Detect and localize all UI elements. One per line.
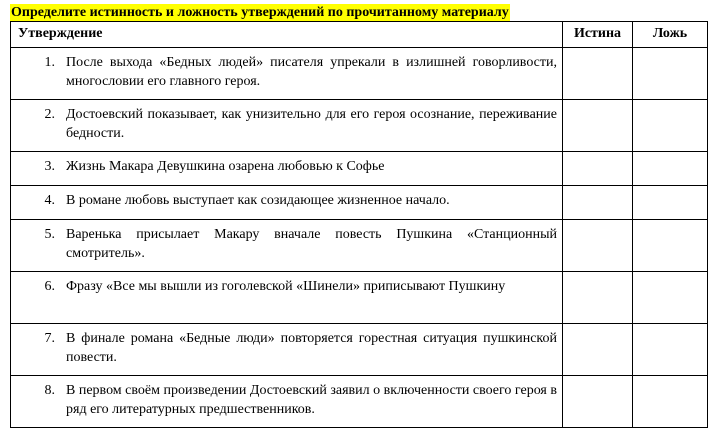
true-answer-cell[interactable]: [563, 324, 633, 376]
statement-number: 6.: [44, 279, 55, 294]
false-answer-cell[interactable]: [633, 376, 708, 428]
statement-cell: [11, 48, 563, 100]
table-row: [11, 324, 708, 376]
table-row: [11, 272, 708, 324]
table-row: [11, 220, 708, 272]
table-row: [11, 48, 708, 100]
statement-cell: [11, 100, 563, 152]
statement-text: В финале романа «Бедные люди» повторяется горестная ситуация пушкинской повести.: [66, 331, 557, 365]
false-answer-cell[interactable]: [633, 48, 708, 100]
true-answer-cell[interactable]: [563, 186, 633, 220]
statement-text: Фразу «Все мы вышли из гоголевской «Шинели» приписывают Пушкину: [66, 279, 506, 294]
statement-number: 1.: [44, 55, 55, 70]
true-answer-cell[interactable]: [563, 220, 633, 272]
table-header-row: [11, 22, 708, 48]
true-answer-cell[interactable]: [563, 152, 633, 186]
statement-text: Достоевский показывает, как унизительно для его героя осознание, переживание бедности.: [66, 107, 557, 141]
statement-cell: [11, 324, 563, 376]
true-answer-cell[interactable]: [563, 100, 633, 152]
page-title: Определите истинность и ложность утверждений по прочитанному материалу: [11, 5, 509, 20]
statement-text: После выхода «Бедных людей» писателя упрекали в излишней говорливости, многословии его главного героя.: [66, 55, 557, 89]
false-answer-cell[interactable]: [633, 186, 708, 220]
statement-text: В романе любовь выступает как созидающее жизненное начало.: [66, 193, 450, 208]
header-statement: Утверждение: [11, 22, 563, 48]
statement-number: 8.: [44, 383, 55, 398]
statement-cell: [11, 272, 563, 324]
table-row: [11, 100, 708, 152]
statement-number: 3.: [44, 159, 55, 174]
table-row: [11, 376, 708, 428]
true-answer-cell[interactable]: [563, 272, 633, 324]
statement-text: Жизнь Макара Девушкина озарена любовью к Софье: [66, 159, 385, 174]
false-answer-cell[interactable]: [633, 272, 708, 324]
statement-number: 5.: [44, 227, 55, 242]
statement-text: Варенька присылает Макару вначале повесть Пушкина «Станционный смотритель».: [66, 227, 557, 261]
table-row: [11, 152, 708, 186]
statement-cell: [11, 186, 563, 220]
statement-text: В первом своём произведении Достоевский заявил о включенности своего героя в ряд его литературных предшественников.: [66, 383, 557, 417]
statement-cell: [11, 220, 563, 272]
statement-cell: [11, 376, 563, 428]
statement-cell: [11, 152, 563, 186]
false-answer-cell[interactable]: [633, 100, 708, 152]
true-answer-cell[interactable]: [563, 48, 633, 100]
statement-number: 2.: [44, 107, 55, 122]
table-row: [11, 186, 708, 220]
statement-number: 4.: [44, 193, 55, 208]
header-false: Ложь: [633, 22, 708, 48]
true-false-table: [10, 21, 708, 428]
true-answer-cell[interactable]: [563, 376, 633, 428]
false-answer-cell[interactable]: [633, 324, 708, 376]
false-answer-cell[interactable]: [633, 152, 708, 186]
statement-number: 7.: [44, 331, 55, 346]
header-true: Истина: [563, 22, 633, 48]
false-answer-cell[interactable]: [633, 220, 708, 272]
